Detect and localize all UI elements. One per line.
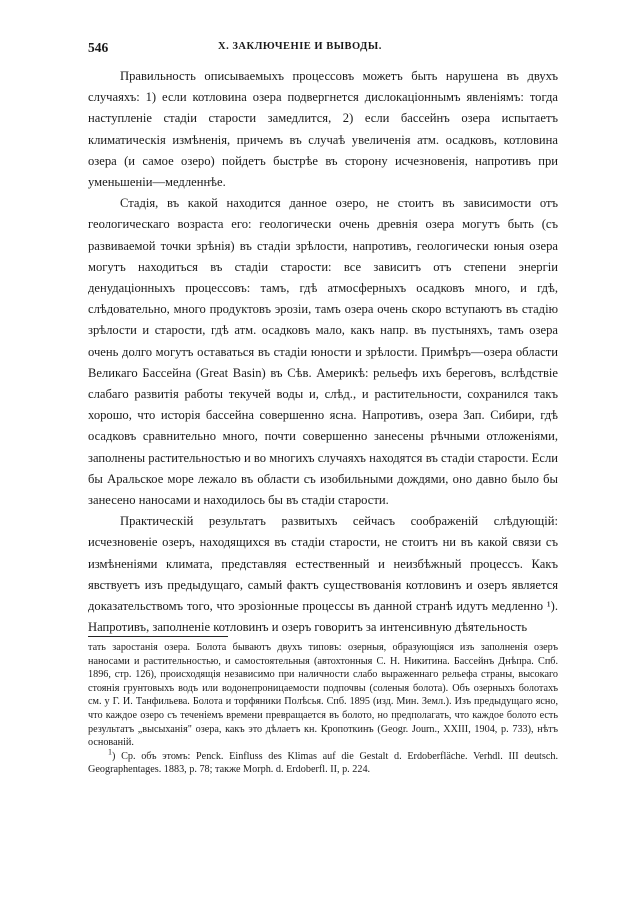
- footnotes: [88, 641, 558, 777]
- main-text: [88, 66, 558, 638]
- footnote-1: [88, 747, 558, 777]
- footnote-divider: [88, 636, 228, 637]
- paragraph-1: Правильность описываемыхъ процессовъ можетъ быть нарушена въ двухъ случаяхъ: 1) если котловина озера подвергнется дислокаціоннымъ явленіямъ: тогда наступленіе стадіи старости замедлится, 2) если бассейнъ озера испытаетъ климатическія измѣненія, причемъ въ случаѣ увеличенія атм. осадковъ, котловина озера (и самое озеро) пойдетъ быстрѣе въ сторону исчезновенія, напротивъ при уменьшеніи—медленнѣе.: [88, 69, 558, 190]
- page-header: [88, 40, 558, 58]
- running-title: X. ЗАКЛЮЧЕНІЕ И ВЫВОДЫ.: [218, 41, 382, 52]
- footnote-continued: тать заростанія озера. Болота бываютъ двухъ типовъ: озерныя, образующіяся изъ заполненія озеръ наносами и растительностью, и самостоятельныя (автохтонныя С. Н. Никитина. Бассейнъ Днѣпра. Спб. 1896, стр. 126), происходящія независимо при наличности слабо выраженнаго рельефа страны, высокаго стоянія грунтовыхъ водъ или водонепроницаемости подпочвы (соленыя болота). Объ озерныхъ болотахъ см. у Г. И. Танфильева. Болота и торфяники Полѣсья. Спб. 1895 (изд. Мин. Земл.). Изъ предыдущаго ясно, что каждое озеро съ теченіемъ времени превращается въ болото, но предполагать, что каждое болото есть результатъ „высыханія" озера, какъ это дѣлаетъ кн. Кропоткинъ (Geogr. Journ., XXIII, 1904, p. 733), нѣтъ основаній.: [88, 642, 558, 749]
- paragraph-3: Практическій результатъ развитыхъ сейчасъ соображеній слѣдующій: исчезновеніе озеръ, находящихся въ стадіи старости, не стоитъ ни въ какой связи съ измѣненіями климата, представляя естественный и неизбѣжный процессъ. Какъ явствуетъ изъ предыдущаго, самый фактъ существованія котловинъ и озеръ является доказательствомъ того, что эрозіонные процессы въ данной странѣ идутъ медленно ¹). Напротивъ, заполненіе котловинъ и озеръ говоритъ за интенсивную дѣятельность: [88, 514, 558, 635]
- footnote-1-text: ) Ср. объ этомъ: Penck. Einfluss des Klimas auf die Gestalt d. Erdoberfläche. Verhdl. III deutsch. Geographentages. 1883, p. 78; также Morph. d. Erdoberfl. II, p. 224.: [88, 750, 558, 776]
- paragraph-2: Стадія, въ какой находится данное озеро, не стоитъ въ зависимости отъ геологическаго возраста его: геологически очень древнія озера могутъ быть (съ развиваемой точки зрѣнія) въ стадіи зрѣлости, напротивъ, геологически юныя озера могутъ находиться въ стадіи старости: все зависитъ отъ степени энергіи денудаціонныхъ процессовъ: тамъ, гдѣ атмосферныхъ осадковъ много, и гдѣ, слѣдовательно, много продуктовъ эрозіи, тамъ озера очень скоро вступаютъ въ стадію зрѣлости и старости, гдѣ атм. осадковъ мало, какъ напр. въ пустыняхъ, тамъ озера очень долго могутъ оставаться въ стадіи юности и зрѣлости. Примѣръ—озера области Великаго Бассейна (Great Basin) въ Сѣв. Америкѣ: рельефъ ихъ береговъ, вслѣдствіе слабаго развитія работы текучей воды и, слѣд., и растительности, сохранился такъ хорошо, что исторія бассейна совершенно ясна. Напротивъ, озера Зап. Сибири, гдѣ осадковъ сравнительно много, почти совершенно занесены рѣчными отложеніями, заполнены растительностью и во многихъ случаяхъ находятся въ стадіи старости. Если бы Аральское море лежало въ области съ изобильными дождями, оно давно было бы занесено наносами и находилось бы въ стадіи старости.: [88, 196, 558, 508]
- footnote-marker: 1: [108, 747, 112, 757]
- page-number: 546: [88, 40, 109, 55]
